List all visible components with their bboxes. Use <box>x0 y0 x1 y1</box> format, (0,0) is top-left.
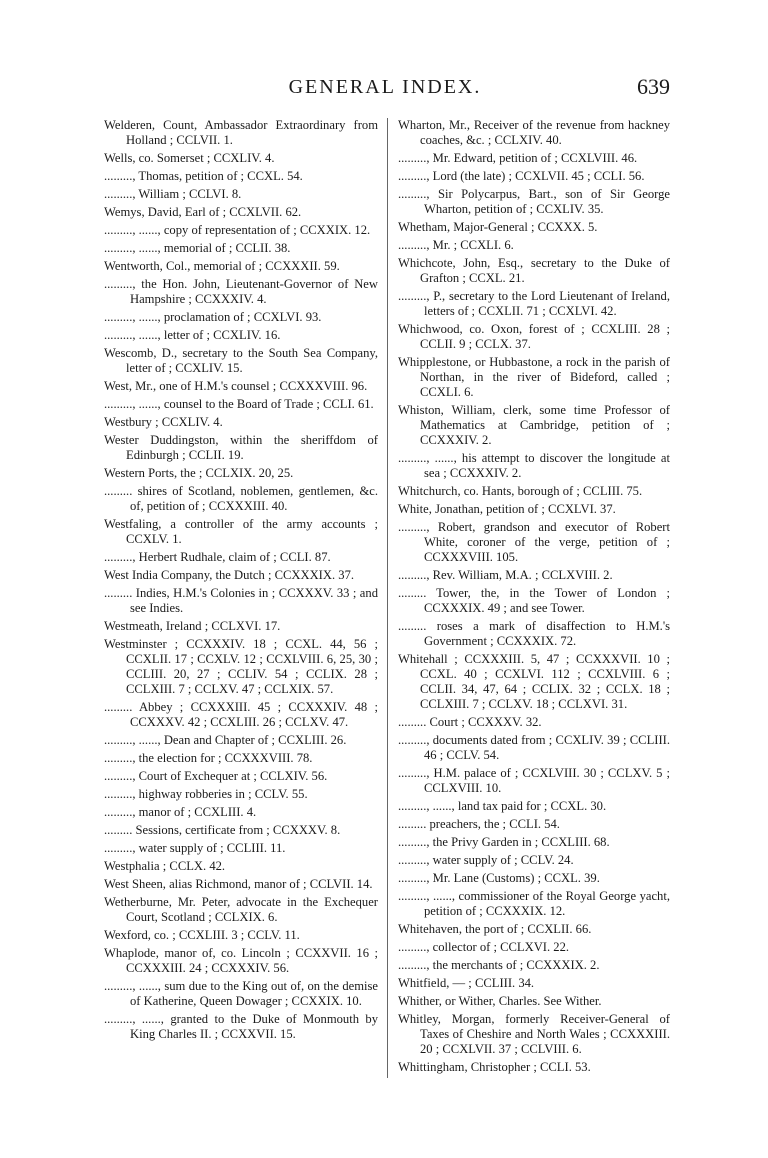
index-entry: ........., the election for ; CCXXXVIII. 78. <box>104 751 313 765</box>
index-entry: Whittingham, Christopher ; CCLI. 53. <box>398 1060 591 1074</box>
index-entry: Western Ports, the ; CCLXIX. 20, 25. <box>104 466 294 480</box>
index-entry: ......... Sessions, certificate from ; CCXXXV. 8. <box>104 823 341 837</box>
index-entry: ........., the merchants of ; CCXXXIX. 2. <box>398 958 600 972</box>
index-entry: ......... Abbey ; CCXXXIII. 45 ; CCXXXIV. 48 ; CCXXXV. 42 ; CCXLIII. 26 ; CCLXV. 47. <box>104 700 378 729</box>
index-entry: Whaplode, manor of, co. Lincoln ; CCXXVII. 16 ; CCXXXIII. 24 ; CCXXXIV. 56. <box>104 946 378 975</box>
index-entry: ......... roses a mark of disaffection to H.M.'s Government ; CCXXXIX. 72. <box>398 619 670 648</box>
index-entry: Wemys, David, Earl of ; CCXLVII. 62. <box>104 205 302 219</box>
index-entry: Wharton, Mr., Receiver of the revenue from hackney coaches, &c. ; CCLXIV. 40. <box>398 118 670 147</box>
column-divider <box>387 118 388 1078</box>
index-entry: ........., Rev. William, M.A. ; CCLXVIII. 2. <box>398 568 613 582</box>
index-entry: ........., H.M. palace of ; CCXLVIII. 30 ; CCLXV. 5 ; CCLXVIII. 10. <box>398 766 670 795</box>
index-entry: Wetherburne, Mr. Peter, advocate in the Exchequer Court, Scotland ; CCLXIX. 6. <box>104 895 378 924</box>
index-entry: ........., Herbert Rudhale, claim of ; CCLI. 87. <box>104 550 331 564</box>
index-entry: West India Company, the Dutch ; CCXXXIX. 37. <box>104 568 355 582</box>
index-entry: Whitley, Morgan, formerly Receiver-General of Taxes of Cheshire and North Wales ; CCXXXIII. 20 ; CCXLVII. 37 ; CCLVIII. 6. <box>398 1012 670 1056</box>
index-entry: Whipplestone, or Hubbastone, a rock in the parish of Northan, in the river of Bideford, called ; CCXLI. 6. <box>398 355 670 399</box>
index-entry: ........., ......, his attempt to discover the longitude at sea ; CCXXXIV. 2. <box>398 451 670 480</box>
index-entry: Westminster ; CCXXXIV. 18 ; CCXL. 44, 56 ; CCXLII. 17 ; CCXLV. 12 ; CCXLVIII. 6, 25, 30 ; CCLIII. 20, 27 ; CCLIV. 54 ; CCLIX. 28 ; CCLXIII. 7 ; CCLXV. 47 ; CCLXIX. 57. <box>104 637 378 696</box>
index-entry: ........., water supply of ; CCLV. 24. <box>398 853 574 867</box>
index-entry: Westbury ; CCXLIV. 4. <box>104 415 223 429</box>
index-entry: Wentworth, Col., memorial of ; CCXXXII. 59. <box>104 259 340 273</box>
index-column-right <box>398 118 670 1078</box>
index-entry: ........., ......, commissioner of the Royal George yacht, petition of ; CCXXXIX. 12. <box>398 889 670 918</box>
index-entry: ........., water supply of ; CCLIII. 11. <box>104 841 286 855</box>
page-number: 639 <box>637 74 670 99</box>
index-entry: ........., ......, copy of representation of ; CCXXIX. 12. <box>104 223 371 237</box>
index-entry: ........., the Privy Garden in ; CCXLIII. 68. <box>398 835 610 849</box>
index-entry: Westphalia ; CCLX. 42. <box>104 859 226 873</box>
index-entry: ........., highway robberies in ; CCLV. 55. <box>104 787 308 801</box>
index-entry: Wescomb, D., secretary to the South Sea Company, letter of ; CCXLIV. 15. <box>104 346 378 375</box>
index-entry: Welderen, Count, Ambassador Extraordinary from Holland ; CCLVII. 1. <box>104 118 378 147</box>
index-entry: Whiston, William, clerk, some time Professor of Mathematics at Cambridge, petition of ; CCXXXIV. 2. <box>398 403 670 447</box>
index-entry: Whitehall ; CCXXXIII. 5, 47 ; CCXXXVII. 10 ; CCXL. 40 ; CCXLVI. 112 ; CCXLVIII. 6 ; CCLII. 34, 47, 64 ; CCLIX. 32 ; CCLX. 18 ; CCLXIII. 7 ; CCLXV. 18 ; CCLXVI. 31. <box>398 652 670 711</box>
index-column-left <box>104 118 378 1045</box>
index-entry: ........., documents dated from ; CCXLIV. 39 ; CCLIII. 46 ; CCLV. 54. <box>398 733 670 762</box>
index-entry: White, Jonathan, petition of ; CCXLVI. 37. <box>398 502 616 516</box>
index-entry: Westmeath, Ireland ; CCLXVI. 17. <box>104 619 281 633</box>
index-entry: ......... Court ; CCXXXV. 32. <box>398 715 542 729</box>
index-entry: ........., P., secretary to the Lord Lieutenant of Ireland, letters of ; CCXLII. 71 ; CCXLVI. 42. <box>398 289 670 318</box>
index-entry: ........., ......, letter of ; CCXLIV. 16. <box>104 328 281 342</box>
index-entry: ........., Sir Polycarpus, Bart., son of Sir George Wharton, petition of ; CCXLIV. 35. <box>398 187 670 216</box>
index-entry: ........., ......, proclamation of ; CCXLVI. 93. <box>104 310 322 324</box>
index-entry: Whither, or Wither, Charles. See Wither. <box>398 994 602 1008</box>
index-entry: ........., ......, sum due to the King out of, on the demise of Katherine, Queen Dowager ; CCXXIX. 10. <box>104 979 378 1008</box>
index-entry: Whichwood, co. Oxon, forest of ; CCXLIII. 28 ; CCLII. 9 ; CCLX. 37. <box>398 322 670 351</box>
index-entry: ........., ......, granted to the Duke of Monmouth by King Charles II. ; CCXXVII. 15. <box>104 1012 378 1041</box>
running-title: GENERAL INDEX. <box>288 76 482 98</box>
index-entry: ........., Robert, grandson and executor of Robert White, coroner of the verge, petition of ; CCXXXVIII. 105. <box>398 520 670 564</box>
index-entry: Wexford, co. ; CCXLIII. 3 ; CCLV. 11. <box>104 928 300 942</box>
index-entry: Wells, co. Somerset ; CCXLIV. 4. <box>104 151 275 165</box>
index-entry: ......... Tower, the, in the Tower of London ; CCXXXIX. 49 ; and see Tower. <box>398 586 670 615</box>
index-entry: ........., Thomas, petition of ; CCXL. 54. <box>104 169 303 183</box>
index-entry: Whichcote, John, Esq., secretary to the Duke of Grafton ; CCXL. 21. <box>398 256 670 285</box>
index-entry: ........., Mr. Lane (Customs) ; CCXL. 39. <box>398 871 600 885</box>
index-entry: Westfaling, a controller of the army accounts ; CCXLV. 1. <box>104 517 378 546</box>
index-entry: West Sheen, alias Richmond, manor of ; CCLVII. 14. <box>104 877 373 891</box>
index-entry: ........., ......, memorial of ; CCLII. 38. <box>104 241 291 255</box>
index-entry: ........., ......, Dean and Chapter of ; CCXLIII. 26. <box>104 733 347 747</box>
index-entry: Whetham, Major-General ; CCXXX. 5. <box>398 220 598 234</box>
index-entry: Whitehaven, the port of ; CCXLII. 66. <box>398 922 592 936</box>
index-entry: ........., Lord (the late) ; CCXLVII. 45 ; CCLI. 56. <box>398 169 645 183</box>
index-entry: ........., manor of ; CCXLIII. 4. <box>104 805 257 819</box>
index-entry: ......... Indies, H.M.'s Colonies in ; CCXXXV. 33 ; and see Indies. <box>104 586 378 615</box>
index-entry: ........., Mr. ; CCXLI. 6. <box>398 238 514 252</box>
page-header <box>100 74 670 104</box>
index-entry: ........., William ; CCLVI. 8. <box>104 187 242 201</box>
index-entry: ......... preachers, the ; CCLI. 54. <box>398 817 560 831</box>
index-entry: Whitchurch, co. Hants, borough of ; CCLIII. 75. <box>398 484 643 498</box>
index-entry: ........., Mr. Edward, petition of ; CCXLVIII. 46. <box>398 151 638 165</box>
index-entry: West, Mr., one of H.M.'s counsel ; CCXXXVIII. 96. <box>104 379 368 393</box>
index-entry: Whitfield, — ; CCLIII. 34. <box>398 976 535 990</box>
index-entry: ........., collector of ; CCLXVI. 22. <box>398 940 570 954</box>
index-entry: ........., ......, land tax paid for ; CCXL. 30. <box>398 799 607 813</box>
index-entry: ........., the Hon. John, Lieutenant-Governor of New Hampshire ; CCXXXIV. 4. <box>104 277 378 306</box>
index-entry: ......... shires of Scotland, noblemen, gentlemen, &c. of, petition of ; CCXXXIII. 40. <box>104 484 378 513</box>
index-entry: ........., ......, counsel to the Board of Trade ; CCLI. 61. <box>104 397 374 411</box>
index-entry: Wester Duddingston, within the sheriffdom of Edinburgh ; CCLII. 19. <box>104 433 378 462</box>
index-entry: ........., Court of Exchequer at ; CCLXIV. 56. <box>104 769 328 783</box>
